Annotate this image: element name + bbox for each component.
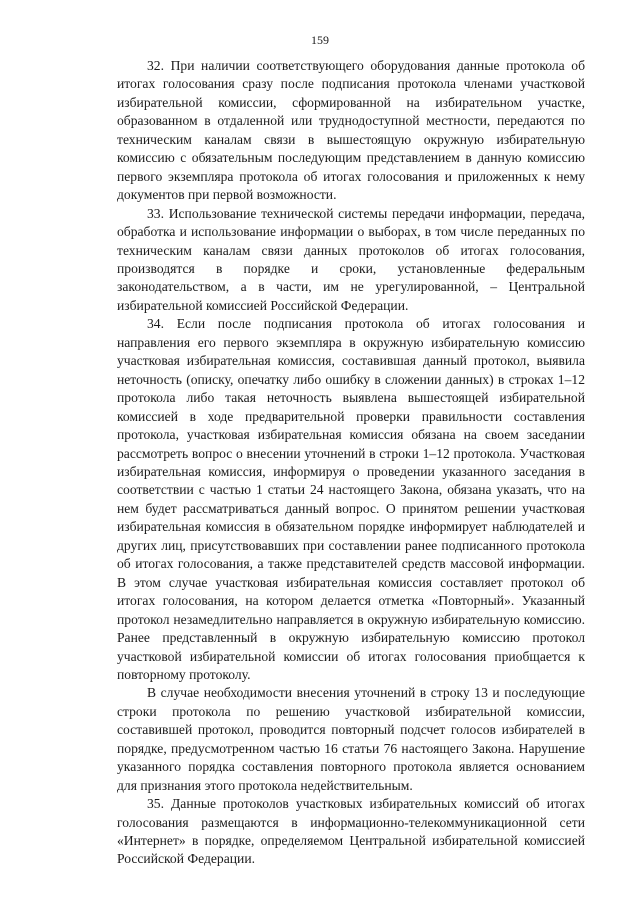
paragraph-32: 32. При наличии соответствующего оборудования данные протокола об итогах голосования сразу после подписания протокола членами участковой избирательной комиссии, сформированной на избирательном участке, образованном в отдаленной или труднодоступной местности, передаются по техническим каналам связи в вышестоящую окружную избирательную комиссию с обязательным последующим представлением в данную комиссию первого экземпляра протокола об итогах голосования и приложенных к нему документов при первой возможности. bbox=[117, 58, 585, 203]
paragraph-34-continuation: В случае необходимости внесения уточнений в строку 13 и последующие строки протокола по решению участковой избирательной комиссии, составившей протокол, проводится повторный подсчет голосов избирателей в порядке, предусмотренном частью 16 статьи 76 настоящего Закона. Нарушение указанного порядка составления повторного протокола является основанием для признания этого протокола недействительным. bbox=[117, 685, 585, 793]
paragraph-35: 35. Данные протоколов участковых избирательных комиссий об итогах голосования размещаются в информационно-телекоммуникационной сети «Интернет» в порядке, определяемом Центральной избирательной комиссией Российской Федерации. bbox=[117, 796, 585, 867]
page-number: 159 bbox=[311, 33, 329, 47]
paragraph-33: 33. Использование технической системы передачи информации, передача, обработка и использование информации о выборах, в том числе переданных по техническим каналам связи данных протоколов об итогах голосования, производятся в порядке и сроки, установленные федеральным законодательством, а в части, им не урегулированной, – Центральной избирательной комиссией Российской Федерации. bbox=[117, 205, 585, 313]
document-body bbox=[117, 57, 585, 869]
paragraph-34: 34. Если после подписания протокола об итогах голосования и направления его первого экземпляра в окружную избирательную комиссию участковая избирательная комиссия, составившая данный протокол, выявила неточность (описку, опечатку либо ошибку в сложении данных) в строках 1–12 протокола либо такая неточность выявлена вышестоящей избирательной комиссией в ходе предварительной проверки правильности составления протокола, участковая избирательная комиссия обязана на своем заседании рассмотреть вопрос о внесении уточнений в строки 1–12 протокола. Участковая избирательная комиссия, информируя о проведении указанного заседания в соответствии с частью 1 статьи 24 настоящего Закона, обязана указать, что на нем будет рассматриваться данный вопрос. О принятом решении участковая избирательная комиссия в обязательном порядке информирует наблюдателей и других лиц, присутствовавших при составлении ранее подписанного протокола об итогах голосования, а также представителей средств массовой информации. В этом случае участковая избирательная комиссия составляет протокол об итогах голосования, на котором делается отметка «Повторный». Указанный протокол незамедлительно направляется в окружную избирательную комиссию. Ранее представленный в окружную избирательную комиссию протокол участковой избирательной комиссии об итогах голосования приобщается к повторному протоколу. bbox=[117, 316, 585, 682]
